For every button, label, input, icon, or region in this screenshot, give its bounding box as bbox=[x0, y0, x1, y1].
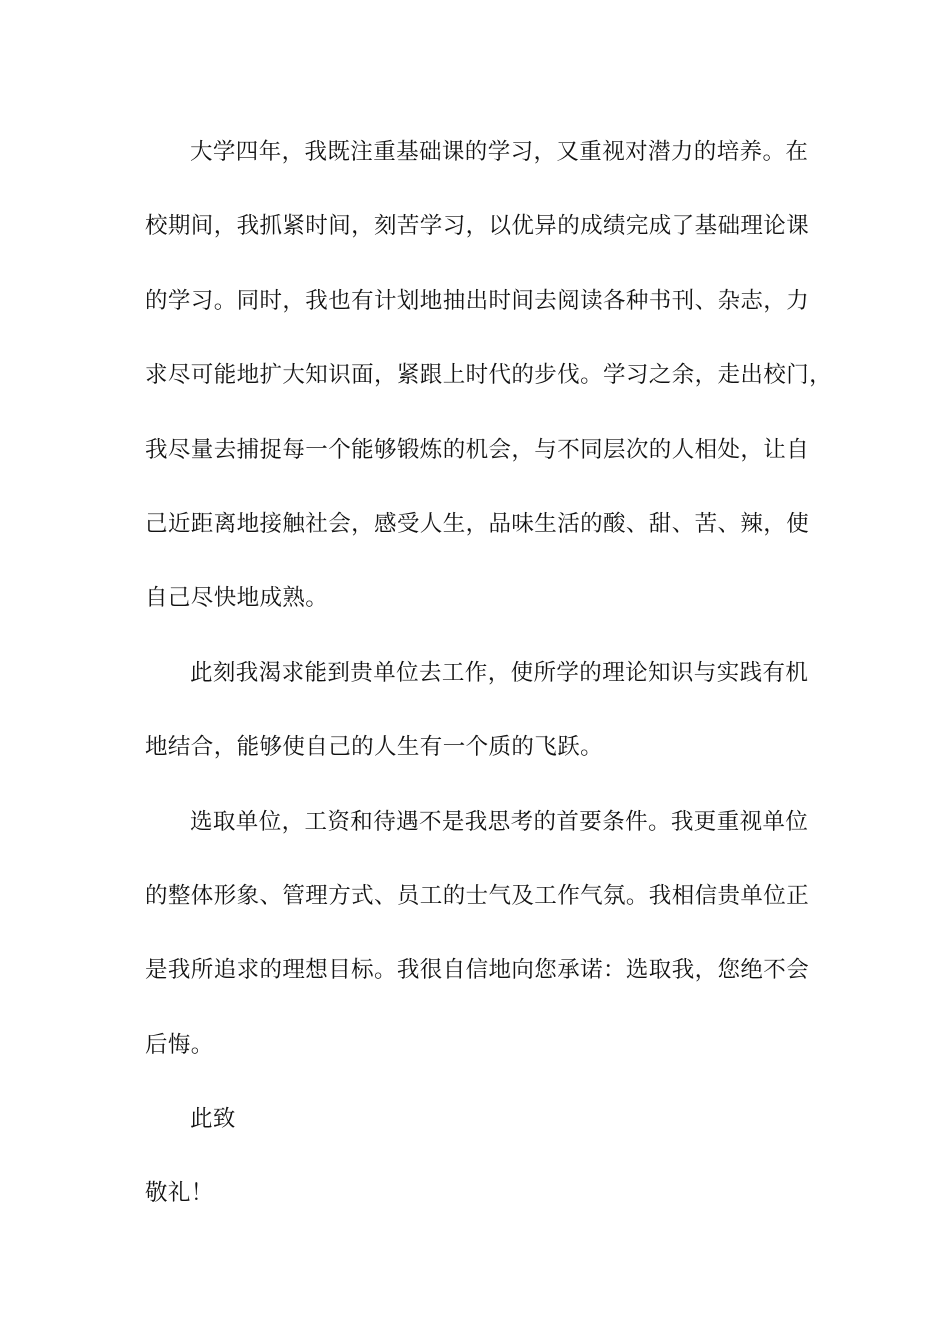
text-line: 大学四年，我既注重基础课的学习，又重视对潜力的培养。在 bbox=[190, 139, 809, 165]
text-line: 求尽可能地扩大知识面，紧跟上时代的步伐。学习之余，走出校门， bbox=[145, 362, 833, 389]
text-line: 的学习。同时，我也有计划地抽出时间去阅读各种书刊、杂志，力 bbox=[145, 287, 810, 314]
closing-regards: 敬礼！ bbox=[145, 1180, 214, 1207]
text-line: 我尽量去捕捉每一个能够锻炼的机会，与不同层次的人相处，让自 bbox=[145, 436, 810, 463]
text-line: 后悔。 bbox=[145, 1031, 214, 1058]
text-line: 的整体形象、管理方式、员工的士气及工作气氛。我相信贵单位正 bbox=[145, 882, 810, 909]
text-line: 是我所追求的理想目标。我很自信地向您承诺：选取我，您绝不会 bbox=[145, 957, 810, 984]
letter-body bbox=[145, 128, 833, 1244]
closing-salutation: 此致 bbox=[190, 1106, 236, 1133]
text-line: 校期间，我抓紧时间，刻苦学习，以优异的成绩完成了基础理论课 bbox=[145, 213, 810, 240]
text-line: 己近距离地接触社会，感受人生，品味生活的酸、甜、苦、辣，使 bbox=[145, 510, 810, 537]
text-line: 此刻我渴求能到贵单位去工作，使所学的理论知识与实践有机 bbox=[190, 659, 809, 686]
text-line: 自己尽快地成熟。 bbox=[145, 585, 329, 612]
text-line: 选取单位，工资和待遇不是我思考的首要条件。我更重视单位 bbox=[190, 808, 809, 835]
text-line: 地结合，能够使自己的人生有一个质的飞跃。 bbox=[145, 734, 604, 761]
